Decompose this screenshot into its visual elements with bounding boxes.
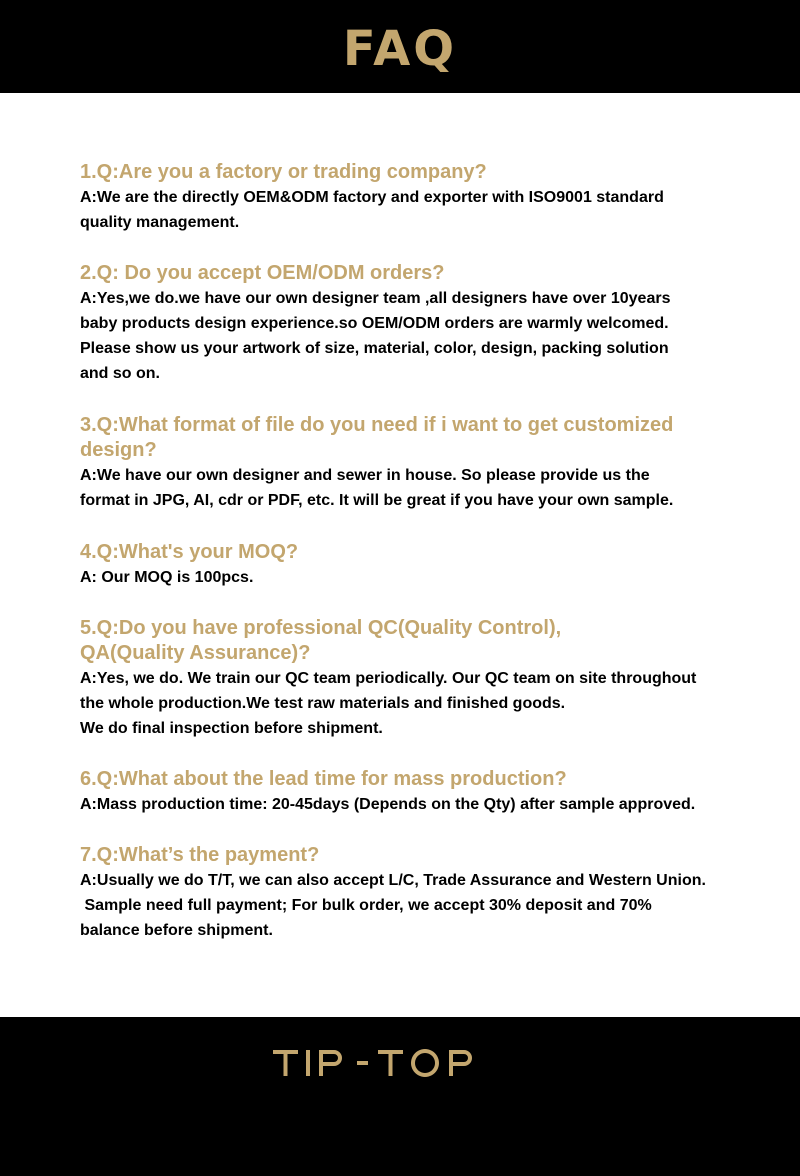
faq-item-2 xyxy=(80,261,760,386)
faq-answer: A:Usually we do T/T, we can also accept L/C, Trade Assurance and Western Union. Sample need full payment; For bulk order, we accept 30% deposit and 70% balance before shipment. xyxy=(80,872,706,939)
faq-answer: A:We have our own designer and sewer in house. So please provide us the format in JPG, AI, cdr or PDF, etc. It will be great if you have your own sample. xyxy=(80,467,674,509)
faq-question: 3.Q:What format of file do you need if i want to get customized design? xyxy=(80,414,674,461)
faq-question: 4.Q:What's your MOQ? xyxy=(80,541,299,563)
faq-question: 2.Q: Do you accept OEM/ODM orders? xyxy=(80,262,445,284)
faq-item-4 xyxy=(80,540,760,590)
faq-item-7 xyxy=(80,843,760,943)
faq-question: 7.Q:What’s the payment? xyxy=(80,844,320,866)
faq-answer: A:Mass production time: 20-45days (Depends on the Qty) after sample approved. xyxy=(80,796,696,813)
header-banner xyxy=(0,0,800,93)
faq-answer: A:Yes,we do.we have our own designer team ,all designers have over 10years baby products design experience.so OEM/ODM orders are warmly welcomed. Please show us your artwork of size, material, color, design, packing solution and so on. xyxy=(80,290,671,382)
footer-banner xyxy=(0,1017,800,1176)
faq-item-5 xyxy=(80,616,760,741)
faq-answer: A:Yes, we do. We train our QC team periodically. Our QC team on site throughout the whole production.We test raw materials and finished goods. We do final inspection before shipment. xyxy=(80,670,697,737)
faq-question: 1.Q:Are you a factory or trading company? xyxy=(80,161,487,183)
brand-logo xyxy=(273,1048,485,1078)
faq-question: 6.Q:What about the lead time for mass production? xyxy=(80,768,567,790)
faq-answer: A: Our MOQ is 100pcs. xyxy=(80,569,254,586)
page-title: FAQ xyxy=(342,20,458,77)
faq-item-1 xyxy=(80,160,760,235)
faq-item-3 xyxy=(80,413,760,513)
faq-question: 5.Q:Do you have professional QC(Quality Control), QA(Quality Assurance)? xyxy=(80,617,562,664)
faq-answer: A:We are the directly OEM&ODM factory and exporter with ISO9001 standard quality management. xyxy=(80,189,664,231)
faq-item-6 xyxy=(80,767,760,817)
